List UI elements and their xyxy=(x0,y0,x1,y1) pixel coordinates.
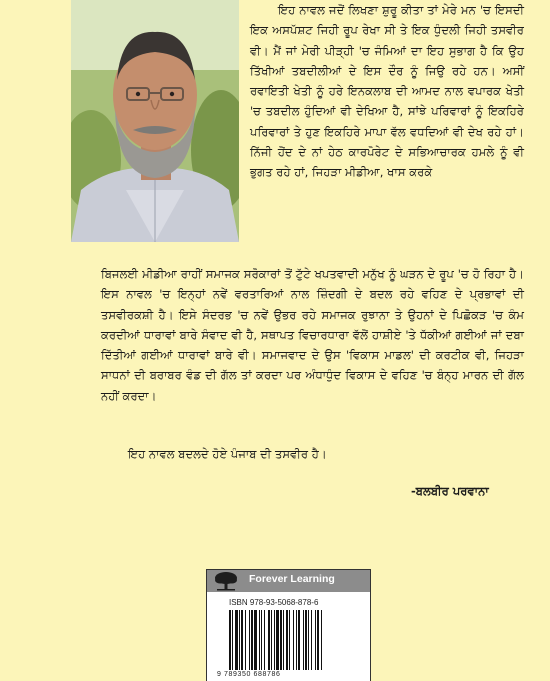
closing-line: ਇਹ ਨਾਵਲ ਬਦਲਦੇ ਹੋਏ ਪੰਜਾਬ ਦੀ ਤਸਵੀਰ ਹੈ। xyxy=(128,447,327,461)
author-photo xyxy=(71,0,239,242)
isbn-label: ISBN 978-93-5068-878-6 xyxy=(229,598,319,607)
publisher-bar xyxy=(207,570,370,592)
barcode-graphic xyxy=(227,610,349,672)
blurb-paragraph-2: ਬਿਜਲਈ ਮੀਡੀਆ ਰਾਹੀਂ ਸਮਾਜਕ ਸਰੋਕਾਰਾਂ ਤੋਂ ਟੁੱਟੇ ਖਪਤਵਾਦੀ ਮਨੁੱਖ ਨੂੰ ਘੜਨ ਦੇ ਰੂਪ 'ਚ ਹੋ ਰਿਹਾ ਹੈ। ਇਸ ਨਾਵਲ 'ਚ ਇਨ੍ਹਾਂ ਨਵੇਂ ਵਰਤਾਰਿਆਂ ਨਾਲ ਜ਼ਿੰਦਗੀ ਦੇ ਬਦਲ ਰਹੇ ਵਹਿਣ ਦੇ ਪ੍ਰਭਾਵਾਂ ਦੀ ਤਸਵੀਰਕਸ਼ੀ ਹੈ। ਇਸੇ ਸੰਦਰਭ 'ਚ ਨਵੇਂ ਉਭਰ ਰਹੇ ਸਮਾਜਕ ਰੁਝਾਨਾ ਤੇ ਉਹਨਾਂ ਦੇ ਪਿਛੋਕੜ 'ਚ ਕੰਮ ਕਰਦੀਆਂ ਧਾਰਾਵਾਂ ਬਾਰੇ ਸੰਵਾਦ ਵੀ ਹੈ, ਸਥਾਪਤ ਵਿਚਾਰਧਾਰਾ ਵੱਲੋਂ ਹਾਸ਼ੀਏ 'ਤੇ ਧੱਕੀਆਂ ਗਈਆਂ ਜਾਂ ਦਬਾ ਦਿੱਤੀਆਂ ਗਈਆਂ ਧਾਰਾਵਾਂ ਬਾਰੇ ਵੀ। ਸਮਾਜਵਾਦ ਦੇ ਉਸ 'ਵਿਕਾਸ ਮਾਡਲ' ਦੀ ਕਰਟੀਕ ਵੀ, ਜਿਹੜਾ ਸਾਧਨਾਂ ਦੀ ਬਰਾਬਰ ਵੰਡ ਦੀ ਗੱਲ ਤਾਂ ਕਰਦਾ ਪਰ ਅੰਧਾਧੁੰਦ ਵਿਕਾਸ ਦੇ ਵਹਿਣ 'ਚ ਬੰਨ੍ਹ ਮਾਰਨ ਦੀ ਗੱਲ ਨਹੀਂ ਕਰਦਾ। xyxy=(101,267,524,403)
barcode-digits: 9 789350 688786 xyxy=(217,671,281,678)
blurb-second-paragraph xyxy=(101,264,524,406)
publisher-name: Forever Learning xyxy=(249,573,335,585)
author-signature: -ਬਲਬੀਰ ਪਰਵਾਨਾ xyxy=(411,484,489,498)
blurb-paragraph-1: ਇਹ ਨਾਵਲ ਜਦੋਂ ਲਿਖਣਾ ਸ਼ੁਰੂ ਕੀਤਾ ਤਾਂ ਮੇਰੇ ਮਨ 'ਚ ਇਸਦੀ ਇਕ ਅਸਪੱਸ਼ਟ ਜਿਹੀ ਰੂਪ ਰੇਖਾ ਸੀ ਤੇ ਇਕ ਧੁੰਦਲੀ ਜਿਹੀ ਤਸਵੀਰ ਵੀ। ਮੈਂ ਜਾਂ ਮੇਰੀ ਪੀੜ੍ਹੀ 'ਚ ਜੰਮਿਆਂ ਦਾ ਇਹ ਸੁਭਾਗ ਹੈ ਕਿ ਉਹ ਤਿੱਖੀਆਂ ਤਬਦੀਲੀਆਂ ਦੇ ਇਸ ਦੌਰ ਨੂੰ ਜਿਉ ਰਹੇ ਹਨ। ਅਸੀਂ ਰਵਾਇਤੀ ਖੇਤੀ ਨੂੰ ਹਰੇ ਇਨਕਲਾਬ ਦੀ ਆਮਦ ਨਾਲ ਵਪਾਰਕ ਖੇਤੀ 'ਚ ਤਬਦੀਲ ਹੁੰਦਿਆਂ ਵੀ ਦੇਖਿਆ ਹੈ, ਸਾਂਝੇ ਪਰਿਵਾਰਾਂ ਨੂੰ ਇਕਹਿਰੇ ਪਰਿਵਾਰਾਂ ਤੇ ਹੁਣ ਇਕਹਿਰੇ ਮਾਪਾ ਵੱਲ ਵਧਦਿਆਂ ਵੀ ਦੇਖ ਰਹੇ ਹਾਂ। ਨਿੱਜੀ ਹੋਂਦ ਦੇ ਨਾਂ ਹੇਠ ਕਾਰਪੋਰੇਟ ਦੇ ਸਭਿਆਚਾਰਕ ਹਮਲੇ ਨੂੰ ਵੀ ਭੁਗਤ ਰਹੇ ਹਾਂ, ਜਿਹੜਾ ਮੀਡੀਆ, ਖਾਸ ਕਰਕੇ xyxy=(250,3,524,180)
blurb-first-paragraph xyxy=(250,0,524,183)
barcode-panel xyxy=(206,569,371,681)
tree-logo-icon xyxy=(213,571,239,591)
